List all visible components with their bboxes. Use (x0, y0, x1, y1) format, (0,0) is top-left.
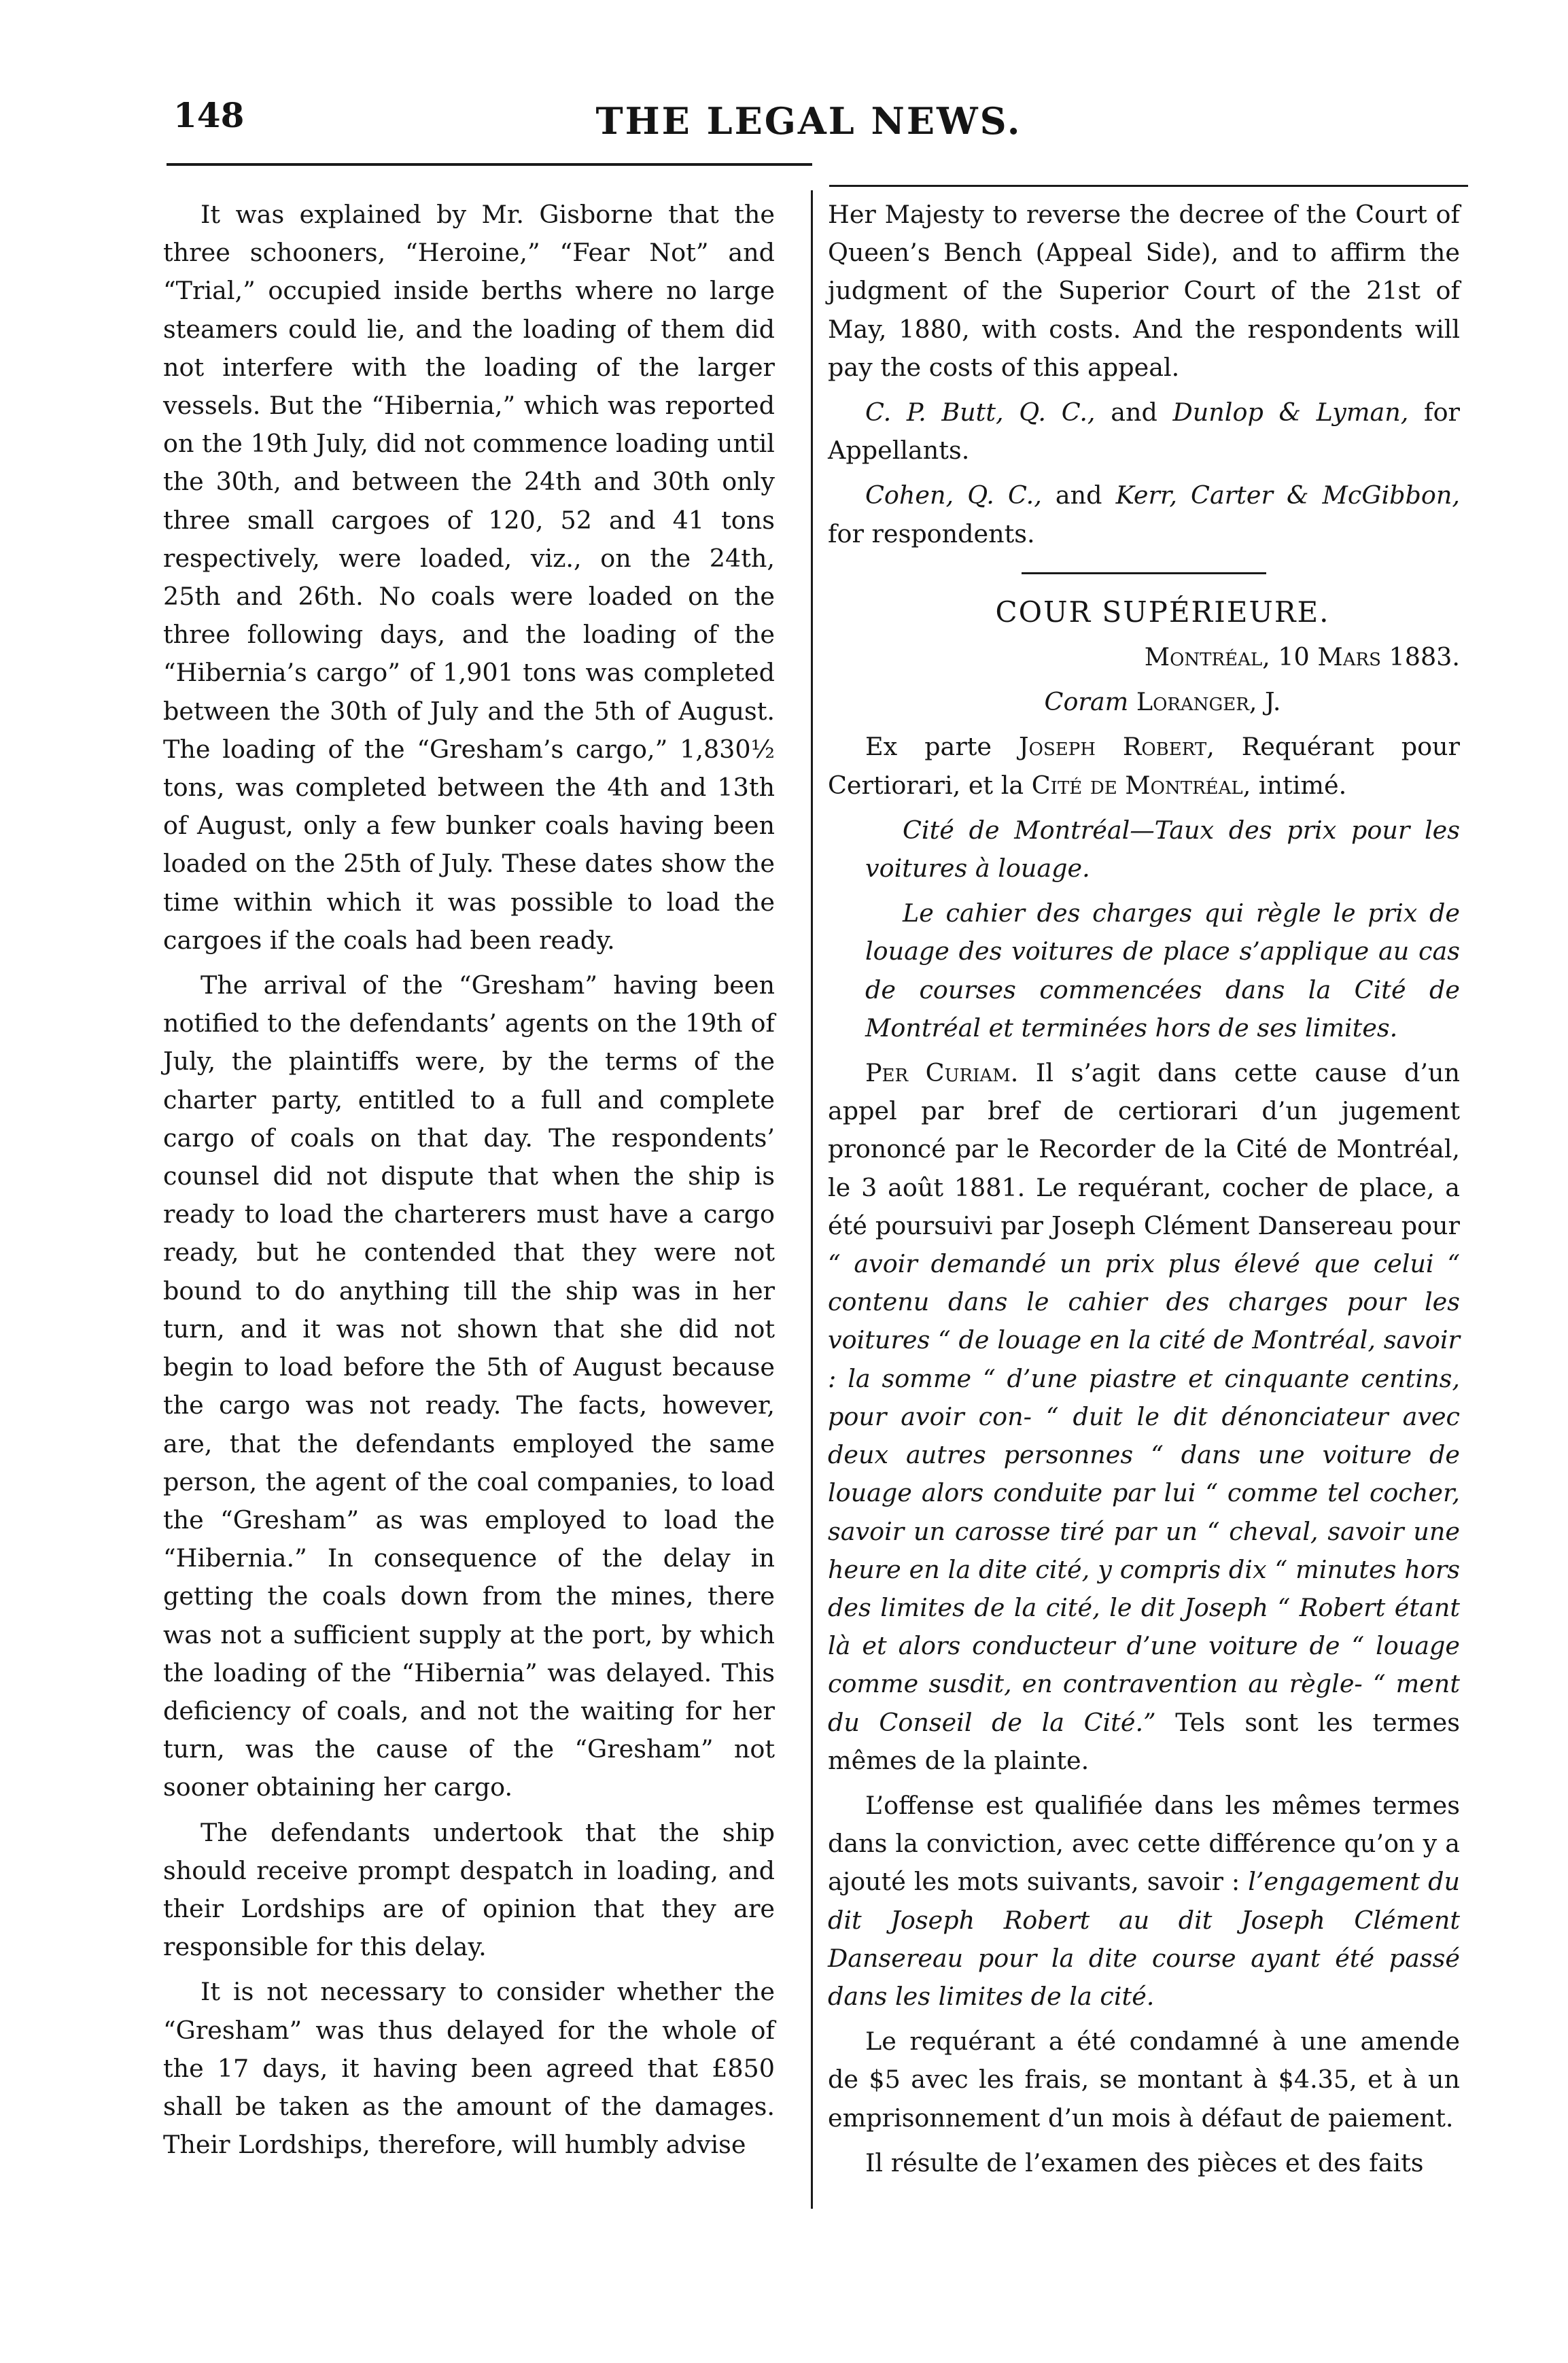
paragraph-text: L’offense est qualifiée dans les mêmes termes dans la conviction, avec cette différence qu’on y a ajouté les mots suivants, savoir : (828, 1790, 1460, 1897)
column-divider (811, 190, 813, 2209)
parties-middle: , Requérant pour Certiorari, et la (828, 732, 1461, 800)
counsel-role: for Appellants. (828, 398, 1460, 466)
counsel-firm: Kerr, Carter & McGibbon, (1115, 480, 1460, 510)
paragraph (828, 1787, 1460, 2016)
coram-line (828, 683, 1460, 721)
respondent-name: Cité de Montréal (1031, 770, 1243, 800)
right-column (828, 196, 1460, 2189)
counsel-firm: Dunlop & Lyman, (1172, 398, 1409, 427)
parties-line (828, 728, 1460, 804)
header-rule-right (829, 185, 1468, 187)
headnote-topic: Cité de Montréal—Taux des prix pour les voitures à louage. (865, 815, 1460, 883)
section-divider (1022, 572, 1266, 574)
paragraph-text: Tels sont les termes mêmes de la plainte. (828, 1707, 1460, 1775)
date-line: Montréal, 10 Mars 1883. (1144, 642, 1460, 672)
counsel-names: C. P. Butt, Q. C., (865, 398, 1096, 427)
page-number: 148 (173, 95, 245, 135)
paragraph: Il résulte de l’examen des pièces et des faits (865, 2148, 1424, 2177)
parties-prefix: Ex parte (865, 732, 1020, 762)
per-curiam: Per Curiam. (865, 1058, 1019, 1088)
parties-suffix: , intimé. (1242, 770, 1347, 800)
conviction-quote: l’engagement du dit Joseph Robert au dit Joseph Clément Dansereau pour la dite course ayant été passé dans les limites de la cité. (828, 1867, 1460, 2011)
header-rule-left (167, 163, 812, 166)
counsel-names: Cohen, Q. C., (865, 480, 1042, 510)
court-title: COUR SUPÉRIEURE. (995, 595, 1330, 629)
counsel-role: for respondents. (828, 519, 1035, 548)
coram-label: Coram (1044, 687, 1129, 717)
left-column (163, 196, 775, 2171)
paragraph: The defendants undertook that the ship should receive prompt despatch in loading, and their Lordships are of opinion that they are responsible for this delay. (163, 1817, 775, 1962)
paragraph (828, 1054, 1460, 1780)
page-header (160, 88, 1458, 156)
paragraph: Le requérant a été condamné à une amende de $5 avec les frais, se montant à $4.35, et à un emprisonnement d’un mois à défaut de paiement. (828, 2027, 1460, 2133)
coram-judge: Loranger, J. (1128, 687, 1281, 717)
paragraph-text: Il s’agit dans cette cause d’un appel par bref de certiorari d’un jugement prononcé par le Recorder de la Cité de Montréal, le 3 août 1881. Le requérant, cocher de place, a été poursuivi par Joseph Clément Dansereau pour (828, 1058, 1461, 1240)
counsel-appellants (828, 393, 1460, 470)
paragraph: Her Majesty to reverse the decree of the Court of Queen’s Bench (Appeal Side), and to affirm the judgment of the Superior Court of the 21st of May, 1880, with costs. And the respondents will pay the costs of this appeal. (828, 200, 1460, 382)
counsel-and: and (1095, 398, 1173, 427)
headnote-summary: Le cahier des charges qui règle le prix de louage des voitures de place s’applique au cas de courses commencées dans la Cité de Montréal et terminées hors de ses limites. (865, 898, 1460, 1043)
running-head: THE LEGAL NEWS. (595, 99, 1022, 143)
paragraph: It is not necessary to consider whether the “Gresham” was thus delayed for the whole of the 17 days, it having been agreed that £850 shall be taken as the amount of the damages. Their Lordships, therefore, will humbly advise (163, 1977, 775, 2160)
counsel-and: and (1041, 480, 1116, 510)
counsel-respondents (828, 476, 1460, 553)
applicant-name: Joseph Robert (1019, 732, 1207, 762)
paragraph: It was explained by Mr. Gisborne that the three schooners, “Heroine,” “Fear Not” and “Trial,” occupied inside berths where no large steamers could lie, and the loading of them did not interfere with the loading of the larger vessels. But the “Hibernia,” which was reported on the 19th July, did not commence loading until the 30th, and between the 24th and 30th only three small cargoes of 120, 52 and 41 tons respectively, were loaded, viz., on the 24th, 25th and 26th. No coals were loaded on the three following days, and the loading of the “Hibernia’s cargo” of 1,901 tons was completed between the 30th of July and the 5th of August. The loading of the “Gresham’s cargo,” 1,830½ tons, was completed between the 4th and 13th of August, only a few bunker coals having been loaded on the 25th of July. These dates show the time within which it was possible to load the cargoes if the coals had been ready. (163, 200, 775, 955)
complaint-quote: “ avoir demandé un prix plus élevé que celui “ contenu dans le cahier des charges pour les voitures “ de louage en la cité de Montréal, savoir : la somme “ d’une piastre et cinquante centins, pour avoir con- “ duit le dit dénonciateur avec deux autres personnes “ dans une voiture de louage alors conduite par lui “ comme tel cocher, savoir un carosse tiré par un “ cheval, savoir une heure en la dite cité, y compris dix “ minutes hors des limites de la cité, le dit Joseph “ Robert étant là et alors conducteur d’une voiture de “ louage comme susdit, en contravention au règle- “ ment du Conseil de la Cité.” (828, 1249, 1460, 1737)
paragraph: The arrival of the “Gresham” having been notified to the defendants’ agents on the 19th of July, the plaintiffs were, by the terms of the charter party, entitled to a full and complete cargo of coals on that day. The respondents’ counsel did not dispute that when the ship is ready to load the charterers must have a cargo ready, but he contended that they were not bound to do anything till the ship was in her turn, and it was not shown that she did not begin to load before the 5th of August because the cargo was not ready. The facts, however, are, that the defendants employed the same person, the agent of the coal companies, to load the “Gresham” as was employed to load the “Hibernia.” In consequence of the delay in getting the coals down from the mines, there was not a sufficient supply at the port, by which the loading of the “Hibernia” was delayed. This deficiency of coals, and not the waiting for her turn, was the cause of the “Gresham” not sooner obtaining her cargo. (163, 970, 775, 1802)
